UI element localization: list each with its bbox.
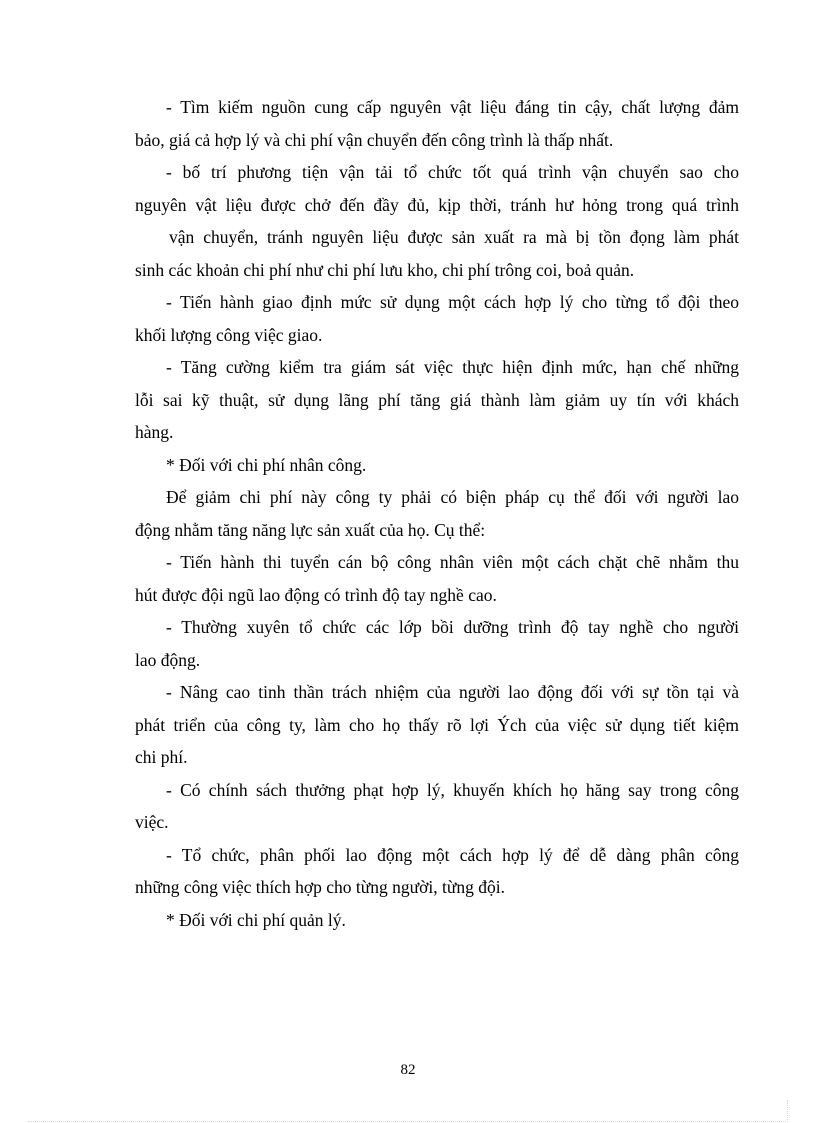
- page-number: 82: [400, 1062, 416, 1078]
- text-line: phát triển của công ty, làm cho họ thấy rõ lợi Ých của việc sử dụng tiết kiệm: [135, 714, 739, 735]
- text-line: lỗi sai kỹ thuật, sử dụng lãng phí tăng giá thành làm giảm uy tín với khách: [135, 389, 739, 410]
- page-right-border: [787, 1100, 788, 1122]
- page-bottom-border: [28, 1121, 788, 1122]
- text-line: việc.: [135, 812, 169, 832]
- text-line: - Có chính sách thưởng phạt hợp lý, khuyến khích họ hăng say trong công: [166, 779, 739, 800]
- text-line: - bố trí phương tiện vận tải tổ chức tốt quá trình vận chuyển sao cho: [166, 162, 739, 182]
- text-line: - Tiến hành thi tuyển cán bộ công nhân viên một cách chặt chẽ nhằm thu: [166, 552, 739, 572]
- text-line: Để giảm chi phí này công ty phải có biện pháp cụ thể đối với người lao: [166, 487, 739, 507]
- section-heading: * Đối với chi phí nhân công.: [166, 454, 367, 475]
- text-line: - Tìm kiếm nguồn cung cấp nguyên vật liệu đáng tin cậy, chất lượng đảm: [166, 97, 739, 117]
- text-line: - Tổ chức, phân phối lao động một cách hợp lý để dễ dàng phân công: [166, 844, 739, 865]
- text-line: lao động.: [135, 649, 201, 670]
- text-line: - Nâng cao tinh thần trách nhiệm của người lao động đối với sự tồn tại và: [166, 682, 739, 702]
- text-line: khối lượng công việc giao.: [135, 324, 323, 345]
- text-line: những công việc thích hợp cho từng người, từng đội.: [135, 877, 505, 897]
- text-line: sinh các khoản chi phí như chi phí lưu kho, chi phí trông coi, boả quản.: [135, 259, 635, 280]
- text-line: chi phí.: [135, 747, 188, 767]
- text-line: bảo, giá cả hợp lý và chi phí vận chuyển đến công trình là thấp nhất.: [135, 129, 614, 150]
- text-line: động nhằm tăng năng lực sản xuất của họ. Cụ thể:: [135, 519, 486, 540]
- text-line: - Tiến hành giao định mức sử dụng một cách hợp lý cho từng tổ đội theo: [166, 292, 739, 312]
- text-line: - Tăng cường kiểm tra giám sát việc thực hiện định mức, hạn chế những: [166, 357, 739, 377]
- text-line: - Thường xuyên tổ chức các lớp bồi dưỡng trình độ tay nghề cho người: [166, 617, 739, 637]
- text-line: hút được đội ngũ lao động có trình độ tay nghề cao.: [135, 584, 497, 605]
- text-line: hàng.: [135, 422, 174, 442]
- section-heading: * Đối với chi phí quản lý.: [166, 909, 346, 930]
- text-line: vận chuyển, tránh nguyên liệu được sản xuất ra mà bị tồn đọng làm phát: [169, 227, 739, 247]
- text-line: nguyên vật liệu được chở đến đầy đủ, kịp thời, tránh hư hỏng trong quá trình: [135, 194, 739, 215]
- document-body: [135, 91, 739, 936]
